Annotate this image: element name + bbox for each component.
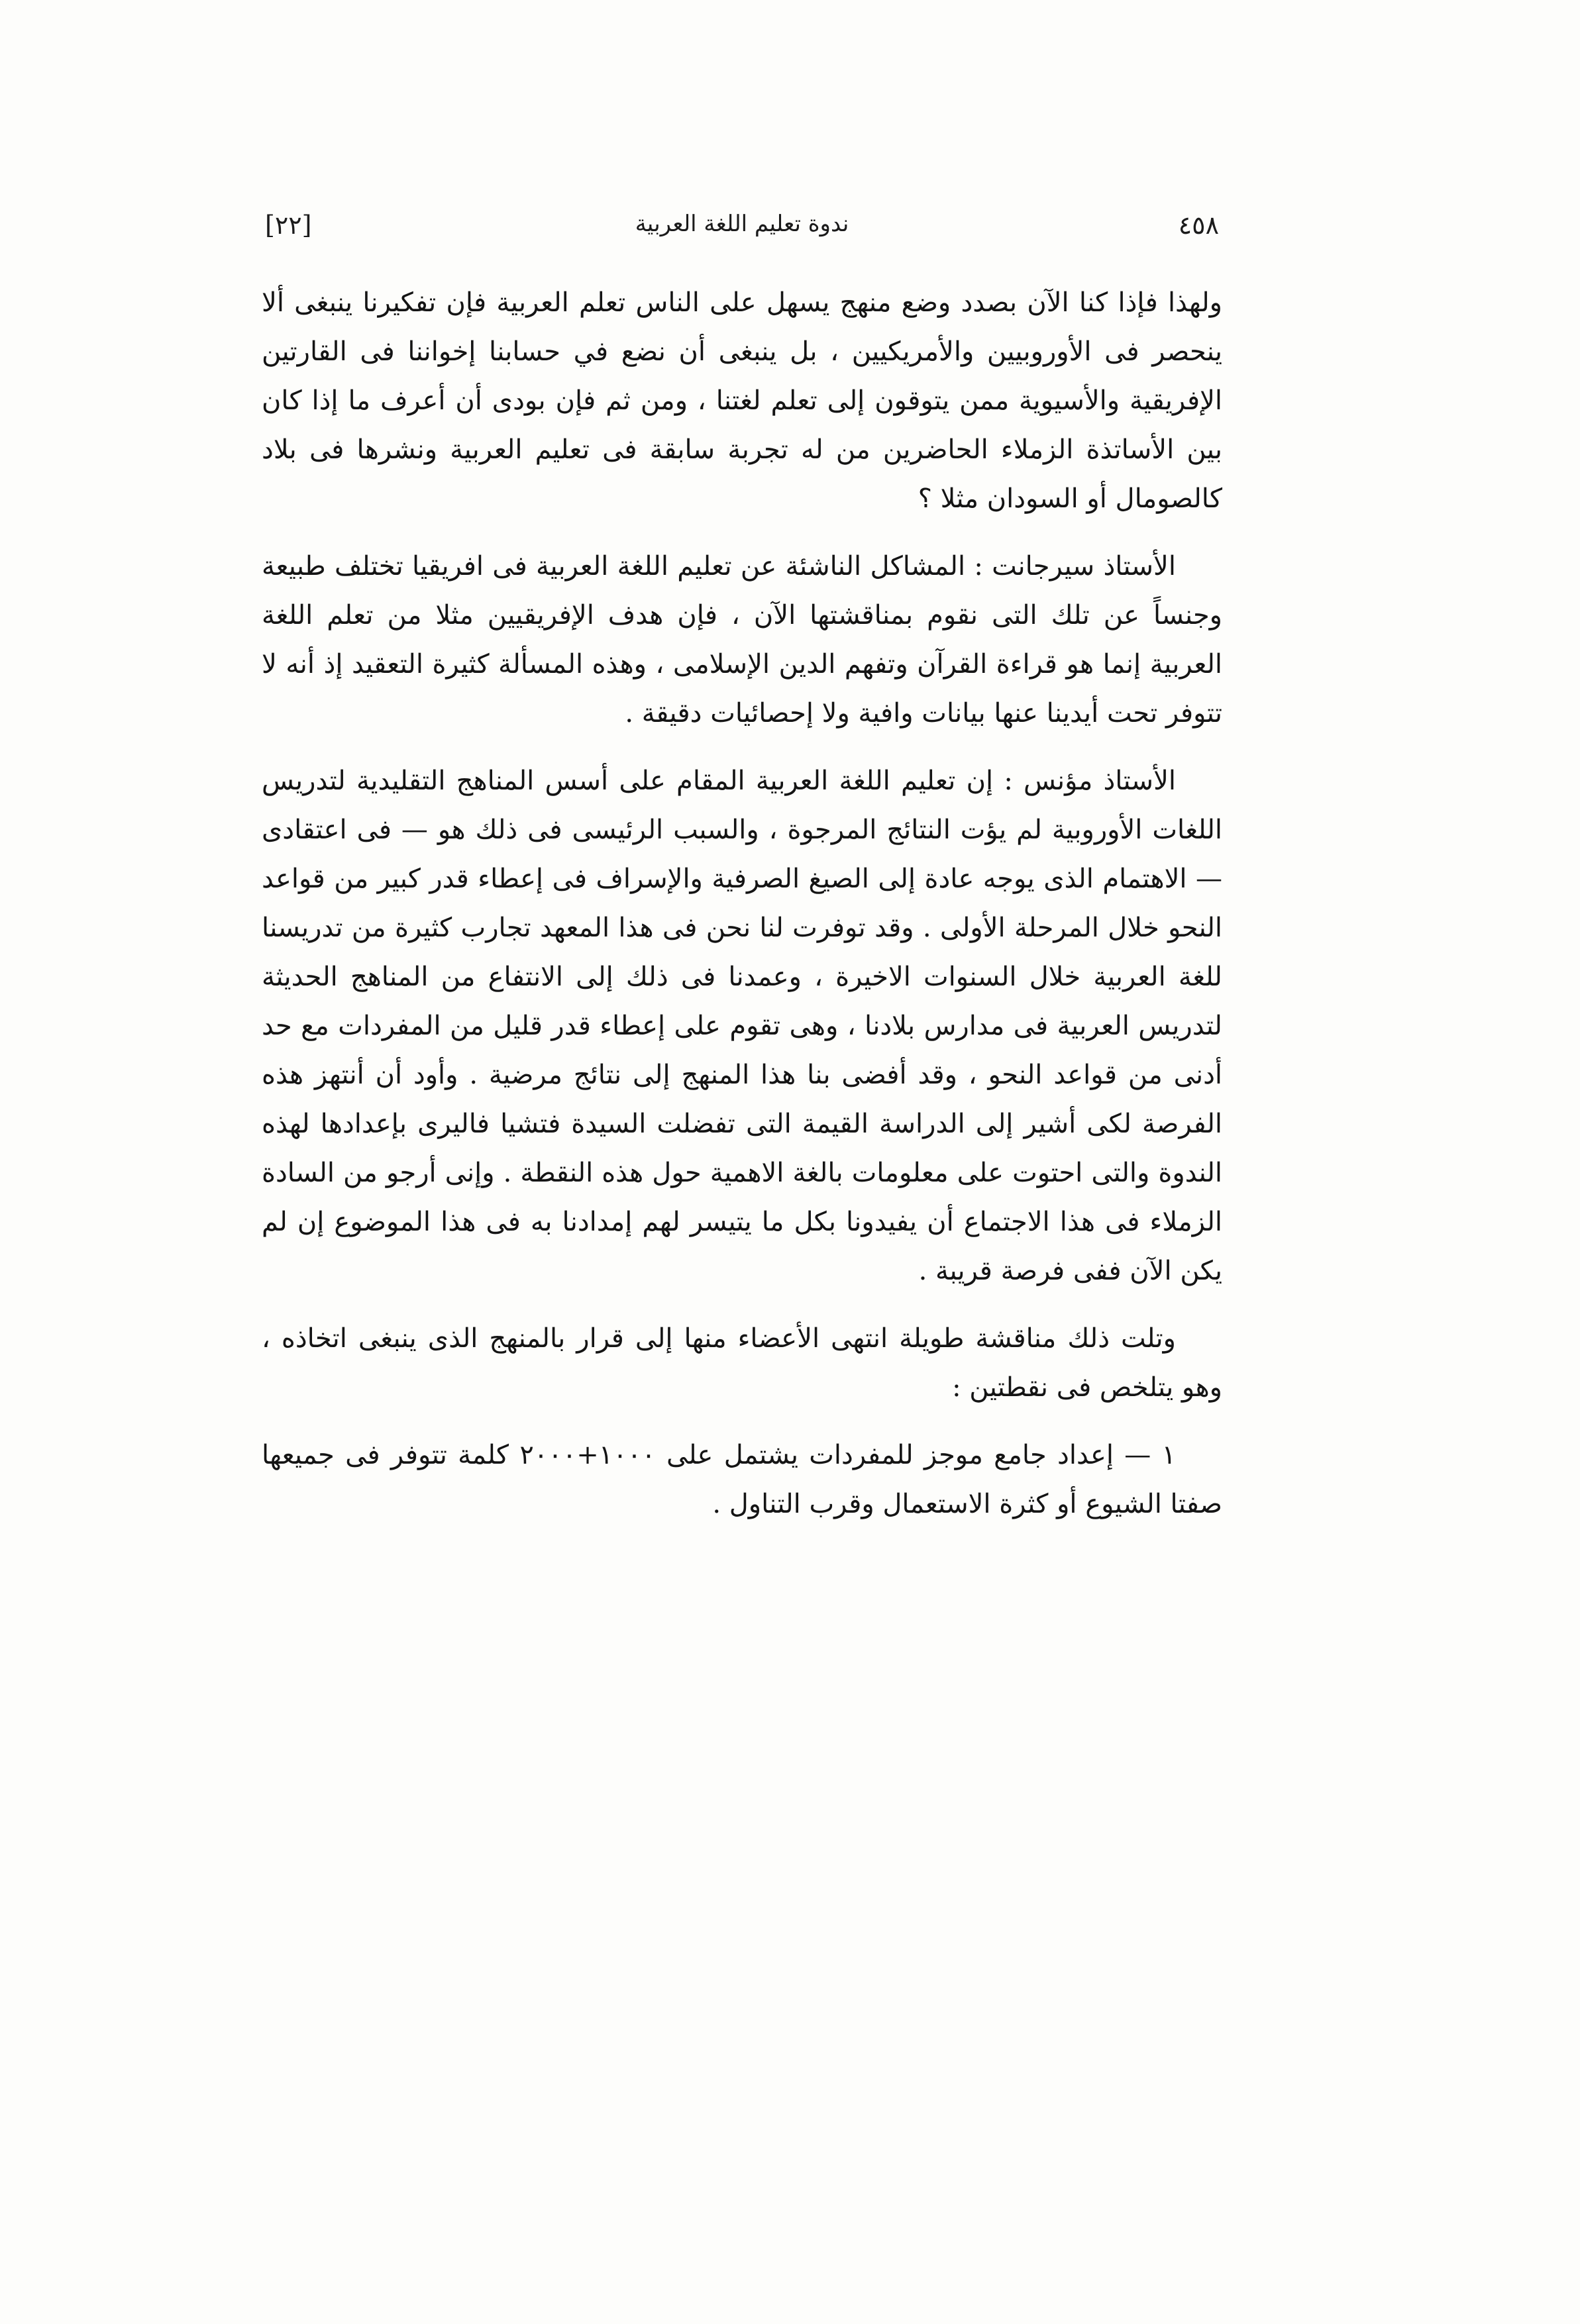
paragraph-point-one: ١ — إعداد جامع موجز للمفردات يشتمل على ١٠٠٠+٢٠٠٠ كلمة تتوفر فى جميعها صفتا الشيوع أو كثرة الاستعمال وقرب التناول .: [262, 1440, 1222, 1519]
paragraph-intro: ولهذا فإذا كنا الآن بصدد وضع منهج يسهل على الناس تعلم العربية فإن تفكيرنا ينبغى ألا ينحصر فى الأوروبيين والأمريكيين ، بل ينبغى أن نضع في حسابنا إخواننا فى القارتين الإفريقية والأسيوية ممن يتوقون إلى تعلم لغتنا ، ومن ثم فإن بودى أن أعرف ما إذا كان بين الأساتذة الزملاء الحاضرين من له تجربة سابقة فى تعليم العربية ونشرها فى بلاد كالصومال أو السودان مثلا ؟: [262, 287, 1222, 514]
paragraph-discussion: وتلت ذلك مناقشة طويلة انتهى الأعضاء منها إلى قرار بالمنهج الذى ينبغى اتخاذه ، وهو يتلخص فى نقطتين :: [262, 1323, 1222, 1403]
running-title: ندوة تعليم اللغة العربية: [635, 211, 849, 237]
body-text: [262, 278, 1222, 1547]
paragraph-mounes: الأستاذ مؤنس : إن تعليم اللغة العربية المقام على أسس المناهج التقليدية لتدريس اللغات الأوروبية لم يؤت النتائج المرجوة ، والسبب الرئيسى فى ذلك هو — فى اعتقادى — الاهتمام الذى يوجه عادة إلى الصيغ الصرفية والإسراف فى إعطاء قدر كبير من قواعد النحو خلال المرحلة الأولى . وقد توفرت لنا نحن فى هذا المعهد تجارب كثيرة من تدريسنا للغة العربية خلال السنوات الاخيرة ، وعمدنا فى ذلك إلى الانتفاع من المناهج الحديثة لتدريس العربية فى مدارس بلادنا ، وهى تقوم على إعطاء قدر قليل من المفردات مع حد أدنى من قواعد النحو ، وقد أفضى بنا هذا المنهج إلى نتائج مرضية . وأود أن أنتهز هذه الفرصة لكى أشير إلى الدراسة القيمة التى تفضلت السيدة فتشيا فاليرى بإعدادها لهذه الندوة والتى احتوت على معلومات بالغة الاهمية حول هذه النقطة . وإنى أرجو من السادة الزملاء فى هذا الاجتماع أن يفيدونا بكل ما يتيسر لهم إمدادنا به فى هذا الموضوع إن لم يكن الآن ففى فرصة قريبة .: [262, 766, 1222, 1286]
page-header: [265, 211, 1219, 257]
paragraph-serjeant: الأستاذ سيرجانت : المشاكل الناشئة عن تعليم اللغة العربية فى افريقيا تختلف طبيعة وجنساً عن تلك التى نقوم بمناقشتها الآن ، فإن هدف الإفريقيين مثلا من تعلم اللغة العربية إنما هو قراءة القرآن وتفهم الدين الإسلامى ، وهذه المسألة كثيرة التعقيد إذ أنه لا تتوفر تحت أيدينا عنها بيانات وافية ولا إحصائيات دقيقة .: [262, 551, 1222, 729]
section-reference: [٢٢]: [265, 211, 312, 240]
page-number: ٤٥٨: [1178, 211, 1219, 240]
